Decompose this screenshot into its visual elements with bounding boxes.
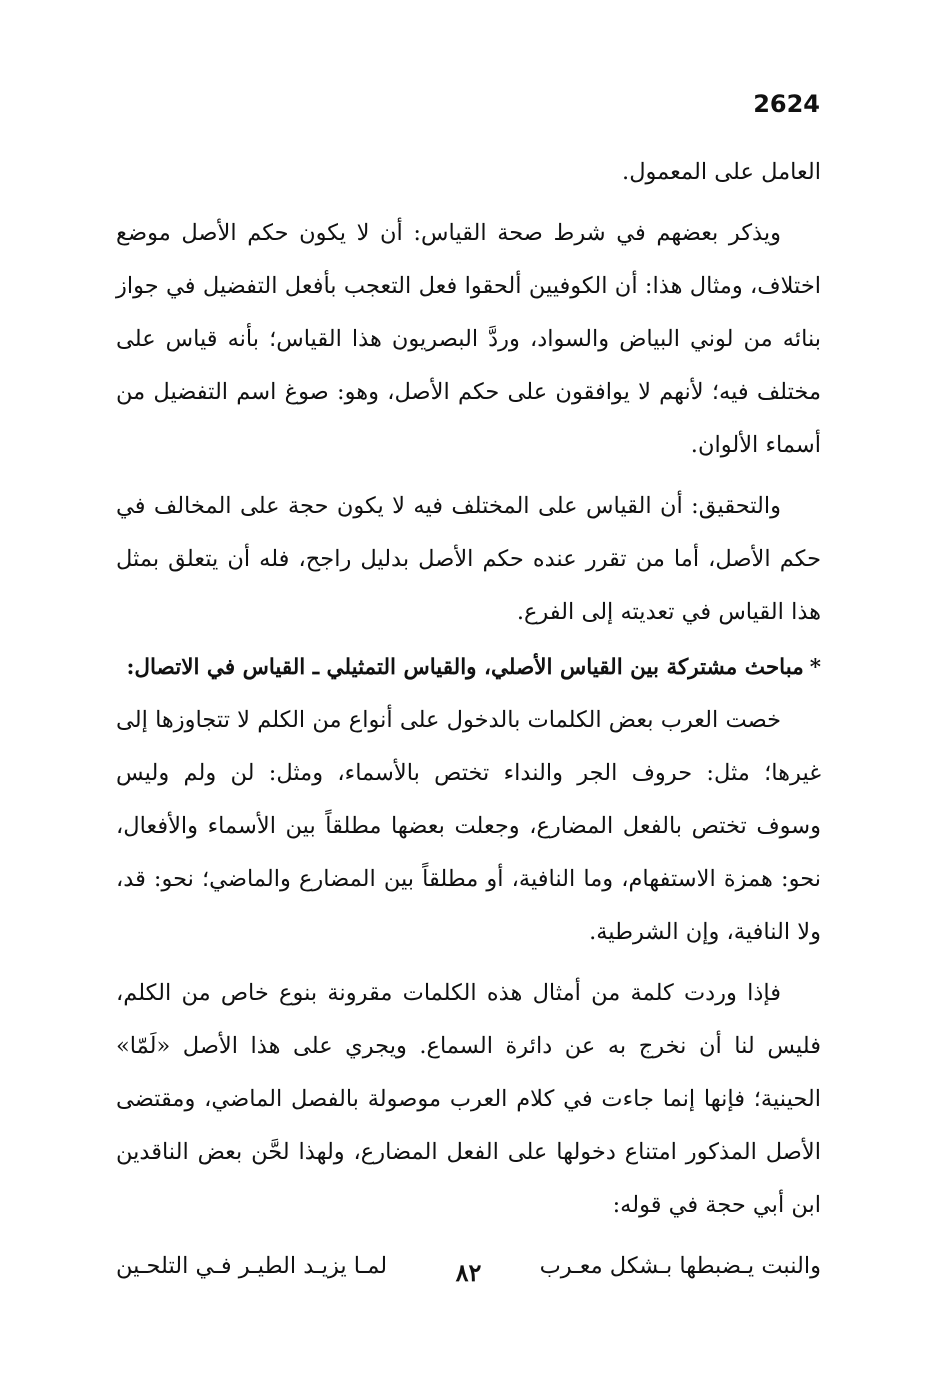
paragraph-2: ويذكر بعضهم في شرط صحة القياس: أن لا يكون حكم الأصل موضع اختلاف، ومثال هذا: أن الكوفيين ألحقوا فعل التعجب بأفعل التفضيل في جواز بنائه من لوني البياض والسواد، وردَّ البصريون هذا القياس؛ بأنه قياس على مختلف فيه؛ لأنهم لا يوافقون على حكم الأصل، وهو: صوغ اسم التفضيل من أسماء الألوان. [116,220,821,458]
page-number-bottom: ٨٢ [455,1258,482,1287]
paragraph-3: والتحقيق: أن القياس على المختلف فيه لا يكون حجة على المخالف في حكم الأصل، أما من تقرر عنده حكم الأصل بدليل راجح، فله أن يتعلق بمثل هذا القياس في تعديته إلى الفرع. [116,493,821,625]
heading-text: مباحث مشتركة بين القياس الأصلي، والقياس التمثيلي ـ القياس في الاتصال: [126,655,804,680]
verse-second-hemistich: لمـا يزيـد الطيـر فـي التلحـين [116,1253,388,1279]
paragraph-1: العامل على المعمول. [622,159,821,185]
body-text [116,146,821,1293]
verse-first-hemistich: والنبت يـضبطها بـشكل معـرب [539,1253,821,1279]
page-number-top: 2624 [753,90,820,118]
section-heading [116,641,821,694]
paragraph-4: خصت العرب بعض الكلمات بالدخول على أنواع من الكلم لا تتجاوزها إلى غيرها؛ مثل: حروف الجر والنداء تختص بالأسماء، ومثل: لن ولم وليس وسوف تختص بالفعل المضارع، وجعلت بعضها مطلقاً بين الأسماء والأفعال، نحو: همزة الاستفهام، وما النافية، أو مطلقاً بين المضارع والماضي؛ نحو: قد، ولا النافية، وإن الشرطية. [116,707,821,945]
heading-marker: * [809,655,821,680]
paragraph-5: فإذا وردت كلمة من أمثال هذه الكلمات مقرونة بنوع خاص من الكلم، فليس لنا أن نخرج به عن دائرة السماع. ويجري على هذا الأصل «لَمّا» الحينية؛ فإنها إنما جاءت في كلام العرب موصولة بالفصل الماضي، ومقتضى الأصل المذكور امتناع دخولها على الفعل المضارع، ولهذا لحَّن بعض الناقدين ابن أبي حجة في قوله: [116,980,821,1218]
